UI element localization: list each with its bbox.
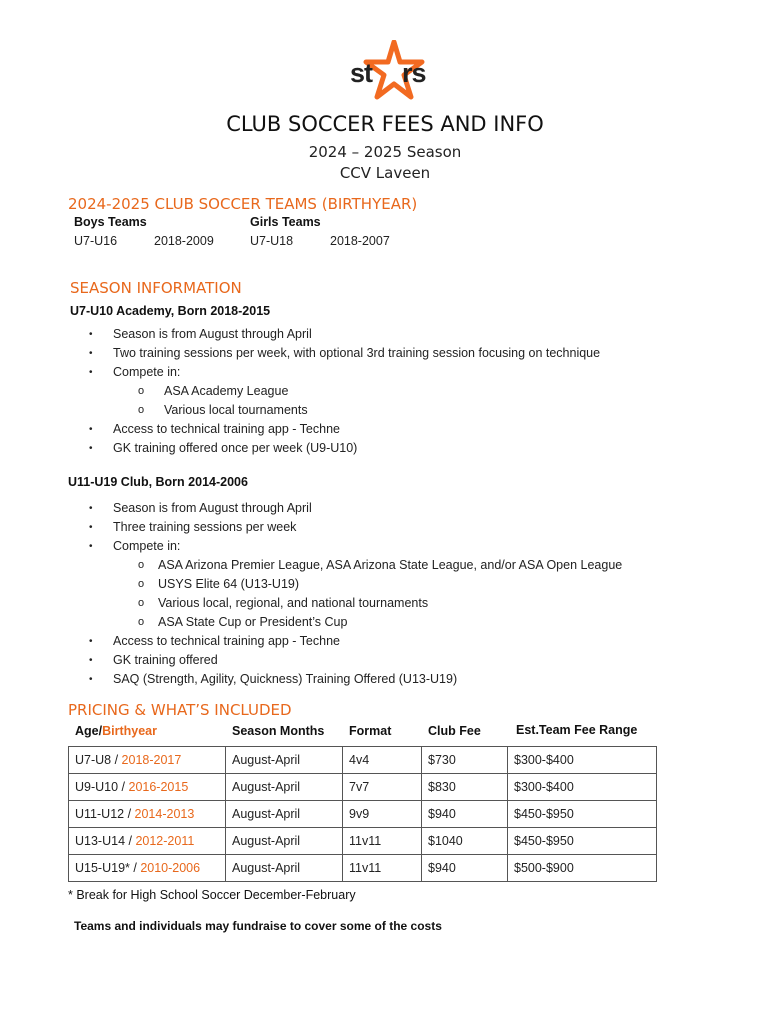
list-item: • SAQ (Strength, Agility, Quickness) Training Offered (U13-U19) (89, 672, 458, 686)
page-title: CLUB SOCCER FEES AND INFO (226, 112, 544, 136)
table-row (69, 855, 657, 882)
list-item: • GK training offered once per week (U9-U10) (89, 441, 358, 455)
boys-birthyears: 2018-2009 (154, 234, 214, 248)
list-item: • Two training sessions per week, with optional 3rd training session focusing on technique (89, 346, 601, 360)
format-cell: 11v11 (343, 855, 422, 882)
club-title: U11-U19 Club, Born 2014-2006 (68, 475, 248, 489)
col-header-months: Season Months (232, 724, 325, 738)
list-item: o USYS Elite 64 (U13-U19) (138, 577, 300, 591)
months-cell: August-April (226, 828, 343, 855)
fee-cell: $730 (422, 747, 508, 774)
list-item: o ASA Arizona Premier League, ASA Arizona State League, and/or ASA Open League (138, 558, 623, 572)
boys-age-range: U7-U16 (74, 234, 118, 248)
team-fee-cell: $300-$400 (508, 747, 657, 774)
club-list (68, 499, 748, 689)
list-item: o ASA Academy League (138, 384, 289, 398)
format-cell: 7v7 (343, 774, 422, 801)
girls-teams-label: Girls Teams (250, 215, 321, 229)
season-break-note: * Break for High School Soccer December-February (68, 888, 356, 902)
col-header-format: Format (349, 724, 392, 738)
age-cell: U9-U10 / 2016-2015 (69, 774, 226, 801)
boys-teams-label: Boys Teams (74, 215, 147, 229)
logo-wordmark: st rs (350, 58, 426, 88)
months-cell: August-April (226, 747, 343, 774)
list-item: • Season is from August through April (89, 501, 312, 515)
list-item: • Season is from August through April (89, 327, 312, 341)
col-header-age: Age/Birthyear (75, 724, 157, 738)
team-fee-cell: $300-$400 (508, 774, 657, 801)
pricing-heading: PRICING & WHAT’S INCLUDED (68, 701, 292, 719)
list-item: • Compete in: (89, 539, 181, 553)
col-header-team-fee: Est.Team Fee Range (516, 723, 638, 737)
season-subtitle: 2024 – 2025 Season (308, 143, 462, 161)
fee-cell: $940 (422, 855, 508, 882)
list-item: • Compete in: (89, 365, 181, 379)
table-row (69, 801, 657, 828)
table-row (69, 828, 657, 855)
age-cell: U7-U8 / 2018-2017 (69, 747, 226, 774)
list-item: • Access to technical training app - Techne (89, 634, 340, 648)
table-row (69, 774, 657, 801)
academy-list (68, 325, 708, 458)
girls-age-range: U7-U18 (250, 234, 294, 248)
months-cell: August-April (226, 855, 343, 882)
location-subtitle: CCV Laveen (339, 164, 431, 182)
fee-cell: $940 (422, 801, 508, 828)
age-cell: U11-U12 / 2014-2013 (69, 801, 226, 828)
fee-cell: $1040 (422, 828, 508, 855)
months-cell: August-April (226, 801, 343, 828)
age-cell: U13-U14 / 2012-2011 (69, 828, 226, 855)
list-item: • GK training offered (89, 653, 218, 667)
pricing-table (68, 746, 657, 882)
list-item: • Three training sessions per week (89, 520, 297, 534)
list-item: • Access to technical training app - Techne (89, 422, 340, 436)
club-logo (334, 40, 434, 102)
fee-cell: $830 (422, 774, 508, 801)
format-cell: 11v11 (343, 828, 422, 855)
months-cell: August-April (226, 774, 343, 801)
season-info-heading: SEASON INFORMATION (70, 279, 242, 297)
col-header-fee: Club Fee (428, 724, 481, 738)
team-fee-cell: $450-$950 (508, 828, 657, 855)
age-cell: U15-U19* / 2010-2006 (69, 855, 226, 882)
list-item: o Various local tournaments (138, 403, 308, 417)
table-row (69, 747, 657, 774)
list-item: o ASA State Cup or President’s Cup (138, 615, 348, 629)
teams-heading: 2024-2025 CLUB SOCCER TEAMS (BIRTHYEAR) (68, 195, 418, 213)
team-fee-cell: $450-$950 (508, 801, 657, 828)
format-cell: 9v9 (343, 801, 422, 828)
team-fee-cell: $500-$900 (508, 855, 657, 882)
format-cell: 4v4 (343, 747, 422, 774)
list-item: o Various local, regional, and national tournaments (138, 596, 429, 610)
fundraise-note: Teams and individuals may fundraise to cover some of the costs (74, 919, 442, 933)
academy-title: U7-U10 Academy, Born 2018-2015 (70, 304, 271, 318)
girls-birthyears: 2018-2007 (330, 234, 390, 248)
